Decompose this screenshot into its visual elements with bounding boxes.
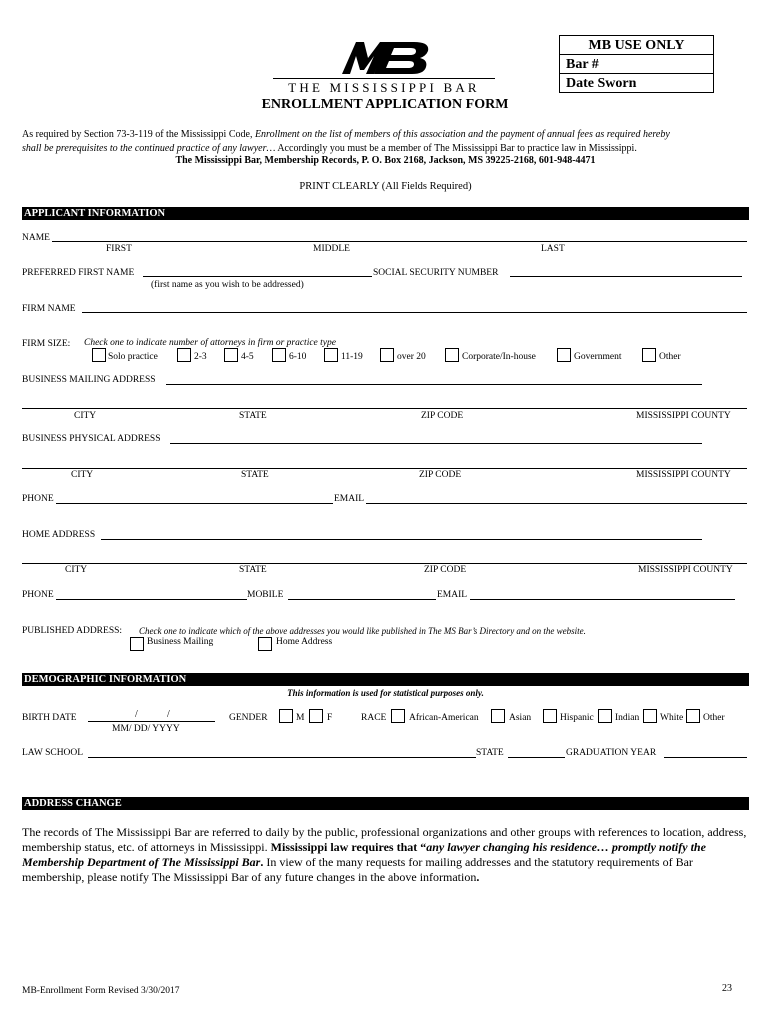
law-school-state-field[interactable]	[508, 746, 565, 758]
address-change-text-5: In view of the many requests for mailing addresses and the statutory requirements of Bar membership, please notify The Mississippi Bar of any future changes in the above information	[22, 855, 693, 884]
preferred-name-field[interactable]	[143, 265, 372, 277]
business-phone-label: PHONE	[22, 494, 54, 504]
race-african-american-label: African-American	[409, 713, 479, 723]
firm-size-other-label: Other	[659, 352, 681, 362]
mb-use-only-title: MB USE ONLY	[560, 36, 713, 55]
home-mobile-field[interactable]	[288, 588, 436, 600]
birth-date-format: MM/ DD/ YYYY	[112, 724, 180, 734]
race-african-american-checkbox[interactable]	[391, 709, 405, 723]
bar-contact-address: The Mississippi Bar, Membership Records, P. O. Box 2168, Jackson, MS 39225-2168, 601-948-4471	[175, 155, 596, 166]
form-title: ENROLLMENT APPLICATION FORM	[261, 97, 509, 112]
demographic-note: This information is used for statistical purposes only.	[287, 688, 484, 698]
mb-use-only-box	[559, 35, 714, 93]
ssn-field[interactable]	[510, 265, 742, 277]
published-home-address-label: Home Address	[276, 637, 333, 647]
race-asian-label: Asian	[509, 713, 532, 723]
business-mailing-line-2[interactable]	[22, 397, 747, 409]
address-change-text-3: any lawyer changing his residence… promptly notify the Membership Department of The Mississippi Bar	[22, 840, 706, 869]
home-phone-label: PHONE	[22, 590, 54, 600]
race-asian-checkbox[interactable]	[491, 709, 505, 723]
date-sworn-field: Date Sworn	[566, 76, 637, 91]
business-phone-field[interactable]	[56, 492, 333, 504]
published-business-mailing-checkbox[interactable]	[130, 637, 144, 651]
firm-size-2-3-label: 2-3	[194, 352, 207, 362]
law-school-label: LAW SCHOOL	[22, 748, 84, 758]
business-physical-field[interactable]	[170, 432, 702, 444]
home-zip-caption: ZIP CODE	[424, 565, 467, 575]
birth-date-slash-2: /	[167, 709, 170, 720]
race-hispanic-label: Hispanic	[560, 713, 594, 723]
birth-date-field[interactable]	[88, 710, 215, 722]
gender-label: GENDER	[229, 713, 268, 723]
birth-date-slash-1: /	[135, 709, 138, 720]
firm-size-other-checkbox[interactable]	[642, 348, 656, 362]
firm-size-over-20-checkbox[interactable]	[380, 348, 394, 362]
firm-size-11-19-checkbox[interactable]	[324, 348, 338, 362]
firm-size-corporate-label: Corporate/In-house	[462, 352, 536, 362]
home-email-field[interactable]	[470, 588, 735, 600]
print-clearly-note: PRINT CLEARLY (All Fields Required)	[299, 181, 472, 192]
graduation-year-label: GRADUATION YEAR	[566, 748, 657, 758]
intro-text-b: Enrollment on the list of members of this association and the payment of annual fees as required hereby	[254, 129, 670, 140]
race-hispanic-checkbox[interactable]	[543, 709, 557, 723]
firm-size-2-3-checkbox[interactable]	[177, 348, 191, 362]
home-city-caption: CITY	[65, 565, 88, 575]
ssn-label: SOCIAL SECURITY NUMBER	[373, 268, 499, 278]
firm-size-6-10-label: 6-10	[289, 352, 307, 362]
firm-size-government-label: Government	[574, 352, 622, 362]
footer-revision: MB-Enrollment Form Revised 3/30/2017	[22, 986, 180, 996]
birth-date-label: BIRTH DATE	[22, 713, 77, 723]
middle-name-caption: MIDDLE	[313, 244, 350, 254]
address-change-text-2: Mississippi law requires that “	[270, 840, 427, 854]
gender-m-label: M	[296, 713, 305, 723]
business-physical-county-caption: MISSISSIPPI COUNTY	[636, 470, 731, 480]
published-address-label: PUBLISHED ADDRESS:	[22, 626, 123, 636]
business-physical-line-2[interactable]	[22, 457, 747, 469]
business-email-field[interactable]	[366, 492, 747, 504]
first-name-caption: FIRST	[106, 244, 132, 254]
bar-number-field: Bar #	[560, 55, 713, 74]
business-email-label: EMAIL	[334, 494, 365, 504]
last-name-caption: LAST	[541, 244, 565, 254]
address-change-paragraph	[22, 825, 749, 885]
intro-line-1	[22, 129, 670, 140]
firm-size-solo-checkbox[interactable]	[92, 348, 106, 362]
firm-size-label: FIRM SIZE:	[22, 339, 71, 349]
preferred-name-hint: (first name as you wish to be addressed)	[151, 280, 304, 290]
published-home-address-checkbox[interactable]	[258, 637, 272, 651]
business-mailing-label: BUSINESS MAILING ADDRESS	[22, 375, 156, 385]
business-mailing-field[interactable]	[166, 373, 702, 385]
gender-f-checkbox[interactable]	[309, 709, 323, 723]
intro-text-a: As required by Section 73-3-119 of the Mississippi Code,	[22, 129, 255, 140]
home-phone-field[interactable]	[56, 588, 247, 600]
firm-size-government-checkbox[interactable]	[557, 348, 571, 362]
business-physical-zip-caption: ZIP CODE	[419, 470, 462, 480]
firm-size-4-5-checkbox[interactable]	[224, 348, 238, 362]
firm-size-4-5-label: 4-5	[241, 352, 254, 362]
firm-size-11-19-label: 11-19	[341, 352, 363, 362]
firm-size-over-20-label: over 20	[397, 352, 426, 362]
published-business-mailing-label: Business Mailing	[147, 637, 214, 647]
firm-size-6-10-checkbox[interactable]	[272, 348, 286, 362]
race-white-checkbox[interactable]	[643, 709, 657, 723]
home-state-caption: STATE	[239, 565, 267, 575]
race-other-label: Other	[703, 713, 725, 723]
org-name: THE MISSISSIPPI BAR	[288, 80, 480, 95]
firm-size-hint: Check one to indicate number of attorneys in firm or practice type	[84, 338, 336, 348]
preferred-name-label: PREFERRED FIRST NAME	[22, 268, 135, 278]
graduation-year-field[interactable]	[664, 746, 747, 758]
race-indian-checkbox[interactable]	[598, 709, 612, 723]
gender-m-checkbox[interactable]	[279, 709, 293, 723]
intro-text-d: Accordingly you must be a member of The Mississippi Bar to practice law in Mississippi.	[275, 143, 637, 154]
published-address-hint: Check one to indicate which of the above addresses you would like published in The MS Bar’s Directory and on the website.	[139, 626, 586, 636]
footer-page-number: 23	[722, 983, 732, 994]
home-county-caption: MISSISSIPPI COUNTY	[638, 565, 733, 575]
race-other-checkbox[interactable]	[686, 709, 700, 723]
firm-size-corporate-checkbox[interactable]	[445, 348, 459, 362]
business-physical-label: BUSINESS PHYSICAL ADDRESS	[22, 434, 161, 444]
race-white-label: White	[660, 713, 684, 723]
business-physical-city-caption: CITY	[71, 470, 94, 480]
home-mobile-label: MOBILE	[247, 590, 284, 600]
business-mailing-zip-caption: ZIP CODE	[421, 411, 464, 421]
mississippi-bar-logo	[334, 40, 434, 76]
business-mailing-city-caption: CITY	[74, 411, 97, 421]
address-change-section-header: ADDRESS CHANGE	[22, 797, 749, 810]
home-address-field[interactable]	[101, 528, 702, 540]
demographic-section-header: DEMOGRAPHIC INFORMATION	[22, 673, 749, 686]
applicant-section-header: APPLICANT INFORMATION	[22, 207, 749, 220]
name-label: NAME	[22, 233, 50, 243]
race-indian-label: Indian	[615, 713, 640, 723]
address-change-text-6: .	[476, 870, 480, 884]
business-mailing-state-caption: STATE	[239, 411, 267, 421]
home-address-label: HOME ADDRESS	[22, 530, 96, 540]
firm-name-field[interactable]	[82, 301, 747, 313]
firm-name-label: FIRM NAME	[22, 304, 76, 314]
law-school-state-label: STATE	[476, 748, 504, 758]
address-change-text-4: .	[260, 855, 264, 869]
business-physical-state-caption: STATE	[241, 470, 269, 480]
address-change-text-1: The records of The Mississippi Bar are referred to daily by the public, professional organizations and other groups with references to location, address, membership status, etc. of attorneys in Mississippi.	[22, 825, 747, 854]
intro-line-2	[22, 143, 637, 154]
home-email-label: EMAIL	[437, 590, 468, 600]
name-field[interactable]	[52, 230, 747, 242]
home-address-line-2[interactable]	[22, 552, 747, 564]
logo-rule	[273, 78, 495, 79]
business-mailing-county-caption: MISSISSIPPI COUNTY	[636, 411, 731, 421]
firm-size-solo-label: Solo practice	[108, 352, 158, 362]
intro-text-c: shall be prerequisites to the continued practice of any lawyer…	[22, 143, 276, 154]
race-label: RACE	[361, 713, 387, 723]
gender-f-label: F	[327, 713, 333, 723]
law-school-field[interactable]	[88, 746, 476, 758]
